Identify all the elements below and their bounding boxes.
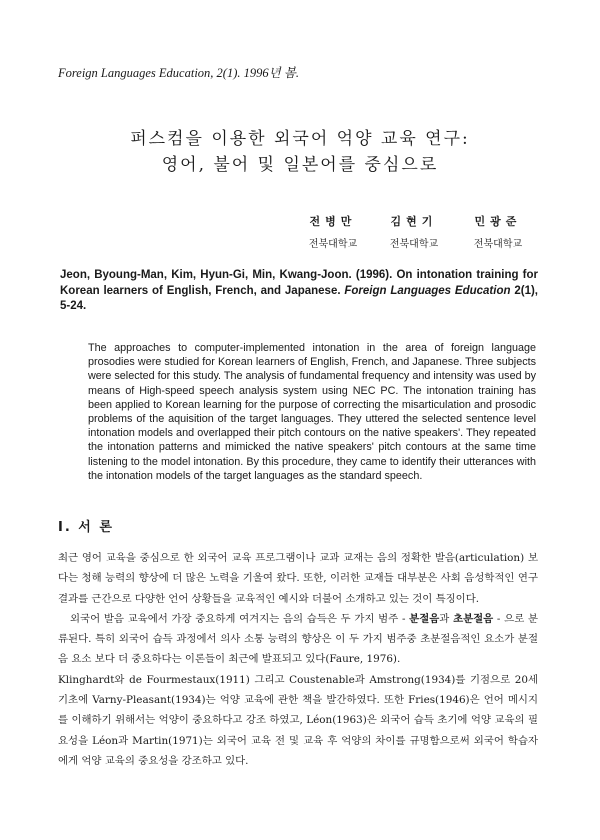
- p2-text-after: - 으로 분류된다. 특히 외국어 습득 과정에서 의사 소통 능력의 향상은 이 두 가지 범주중 초분절음적인 요소가 분절음 요소 보다 더 중요하다는 이론들이 최근에 발표되고 있다(Faure, 1976).: [58, 612, 538, 666]
- author-3: [448, 213, 548, 250]
- p2-text-mid: 과: [439, 612, 454, 625]
- paper-title-line-2: 영어, 불어 및 일본어를 중심으로: [161, 155, 439, 175]
- citation-journal: Foreign Languages Education: [344, 284, 511, 297]
- body-text: [58, 548, 538, 771]
- citation-text: Jeon, Byoung-Man, Kim, Hyun-Gi, Min, Kwang-Joon. (1996). On intonation training for Korean learners of English, French, and Japanese.: [60, 269, 538, 297]
- body-paragraph-2: [58, 609, 538, 670]
- paper-title-line-1: 퍼스컴을 이용한 외국어 억양 교육 연구:: [130, 129, 470, 149]
- citation: [60, 268, 538, 315]
- journal-header: Foreign Languages Education, 2(1). 1996년 봄.: [58, 66, 300, 80]
- author-affiliation: 전북대학교: [389, 239, 439, 250]
- term-segmental: 분절음: [409, 612, 440, 625]
- citation-volume-pages: 2(1), 5-24.: [60, 284, 538, 312]
- author-name: 민광준: [474, 215, 522, 228]
- author-name: 김현기: [390, 215, 438, 228]
- section-heading: I. 서 론: [58, 520, 114, 535]
- body-paragraph-1: 최근 영어 교육을 중심으로 한 외국어 교육 프로그램이나 교과 교재는 음의 정확한 발음(articulation) 보다는 청해 능력의 향상에 더 많은 노력을 기울여 왔다. 또한, 이러한 교재들 대부분은 사회 음성학적인 연구 결과를 근간으로 다양한 언어 상황들을 교육적인 예시와 더불어 소개하고 있는 것이 특징이다.: [58, 552, 538, 605]
- author-name: 전병만: [309, 215, 357, 228]
- term-suprasegmental: 초분절음: [453, 612, 494, 625]
- author-affiliation: 전북대학교: [473, 239, 523, 250]
- body-paragraph-3: Klinghardt와 de Fourmestaux(1911) 그리고 Coustenable과 Amstrong(1934)를 기점으로 20세기초에 Varny-Pleasant(1934)는 억양 교육에 관한 책을 발간하였다. 또한 Fries(1946)은 언어 메시지를 이해하기 위해서는 억양이 중요하다고 강조 하였고, Léon(1963)은 외국어 습득 초기에 억양 교육의 필요성을 Léon과 Martin(1971)는 외국어 교육 전 및 교육 후 억양의 차이를 규명함으로써 외국어 학습자에게 억양 교육의 중요성을 강조하고 있다.: [58, 673, 538, 767]
- p2-text-before: 외국어 발음 교육에서 가장 중요하게 여겨지는 음의 습득은 두 가지 범주 -: [70, 612, 410, 625]
- author-affiliation: 전북대학교: [308, 239, 358, 250]
- abstract: The approaches to computer-implemented intonation in the area of foreign language prosodies were studied for Korean learners of English, French, and Japanese. Three subjects were selected for this study. The analysis of fundamental frequency and intensity was used by means of High-speed speech analysis system using NEC PC. The intonation training has been applied to Korean learning for the purpose of correcting the misarticulation and prosodic problems of the aquisition of the target languages. They uttered the selected sentence level intonation models and overlapped their pitch contours on the native speakers'. They repeated the intonation patterns and mimicked the native speakers' pitch contours at the same time listening to the model intonation. By this procedure, they came to identify their utterances with the intonation models of the target languages as the standard speech.: [88, 342, 536, 482]
